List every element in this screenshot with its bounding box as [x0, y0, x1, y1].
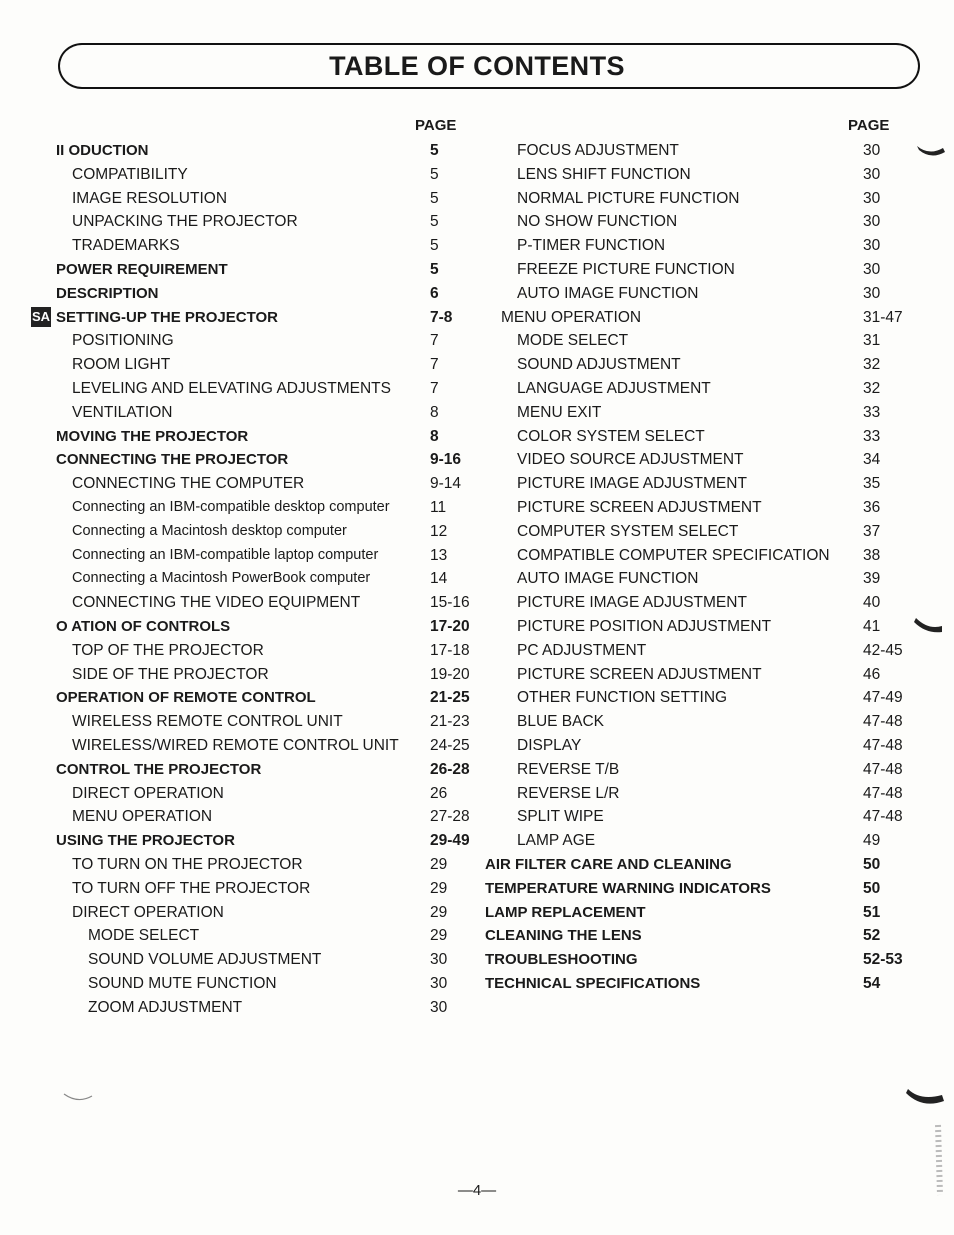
toc-entry-page: 32	[863, 356, 881, 374]
page-number: —4—	[457, 1182, 497, 1199]
toc-entry-page: 35	[863, 475, 881, 493]
toc-entry-title: LEVELING AND ELEVATING ADJUSTMENTS	[72, 379, 391, 397]
toc-entry-title: NORMAL PICTURE FUNCTION	[517, 189, 740, 207]
toc-entry-page: 47-48	[863, 760, 903, 778]
toc-entry-page: 15-16	[430, 594, 470, 612]
toc-entry-title: COMPATIBLE COMPUTER SPECIFICATION	[517, 546, 830, 564]
toc-entry	[0, 472, 477, 496]
toc-entry	[0, 210, 477, 234]
toc-entry	[0, 686, 477, 710]
toc-entry-title: O ATION OF CONTROLS	[56, 617, 231, 635]
toc-entry-title: MENU OPERATION	[501, 308, 642, 326]
toc-entry-title: MODE SELECT	[88, 927, 200, 945]
toc-entry	[0, 901, 477, 925]
toc-entry	[477, 853, 954, 877]
toc-entry-title: MENU OPERATION	[72, 808, 213, 826]
toc-entry	[0, 615, 477, 639]
toc-entry-page: 29	[430, 927, 448, 945]
toc-entry-title: OTHER FUNCTION SETTING	[517, 689, 728, 707]
toc-entry-title: POSITIONING	[72, 332, 174, 350]
toc-entry	[477, 377, 954, 401]
toc-entry-title: PICTURE POSITION ADJUSTMENT	[517, 617, 772, 635]
toc-entry-page: 41	[863, 617, 881, 635]
toc-entry	[477, 544, 954, 568]
toc-entry-page: 30	[430, 974, 448, 992]
toc-entry-title: CONNECTING THE COMPUTER	[72, 475, 305, 493]
toc-entry	[0, 401, 477, 425]
toc-entry-page: 38	[863, 546, 881, 564]
toc-entry-page: 11	[430, 498, 447, 516]
toc-entry-title: AUTO IMAGE FUNCTION	[517, 284, 699, 302]
toc-entry	[0, 948, 477, 972]
toc-entry-page: 17-20	[430, 617, 470, 635]
toc-entry-title: LENS SHIFT FUNCTION	[517, 165, 691, 183]
toc-entry	[0, 758, 477, 782]
toc-entry	[477, 163, 954, 187]
toc-entry	[477, 258, 954, 282]
toc-entry-title: PICTURE IMAGE ADJUSTMENT	[517, 475, 747, 493]
toc-entry-page: 5	[430, 189, 439, 207]
toc-entry-title: ZOOM ADJUSTMENT	[88, 998, 243, 1016]
toc-entry	[477, 734, 954, 758]
toc-entry	[477, 210, 954, 234]
toc-entry	[477, 948, 954, 972]
toc-entry-page: 32	[863, 379, 881, 397]
toc-entry	[0, 853, 477, 877]
toc-entry	[477, 306, 954, 330]
toc-entry	[477, 972, 954, 996]
toc-entry-page: 34	[863, 451, 881, 469]
toc-entry-title: Connecting a Macintosh desktop computer	[72, 522, 347, 539]
toc-entry-page: 30	[863, 237, 881, 255]
toc-entry-page: 8	[430, 403, 439, 421]
toc-entry-title: USING THE PROJECTOR	[56, 832, 235, 850]
toc-entry	[0, 829, 477, 853]
toc-entry	[477, 877, 954, 901]
toc-entry-title: FREEZE PICTURE FUNCTION	[517, 260, 735, 278]
toc-entry-page: 50	[863, 879, 881, 897]
toc-entry	[0, 805, 477, 829]
toc-entry-title: VIDEO SOURCE ADJUSTMENT	[517, 451, 744, 469]
toc-entry-title: TOP OF THE PROJECTOR	[72, 641, 264, 659]
toc-entry-page: 30	[863, 165, 881, 183]
toc-entry-title: COMPUTER SYSTEM SELECT	[517, 522, 739, 540]
toc-entry-page: 8	[430, 427, 439, 445]
toc-entry-page: 47-48	[863, 736, 903, 754]
toc-entry-title: CONTROL THE PROJECTOR	[56, 760, 262, 778]
toc-entry-page: 30	[863, 213, 881, 231]
toc-entry	[477, 805, 954, 829]
toc-entry-page: 29	[430, 855, 448, 873]
toc-entry	[477, 282, 954, 306]
toc-entry-page: 7-8	[430, 308, 453, 326]
toc-entry-page: 40	[863, 594, 881, 612]
toc-entry-title: UNPACKING THE PROJECTOR	[72, 213, 298, 231]
toc-entry-title: LAMP REPLACEMENT	[485, 903, 646, 921]
toc-entry	[477, 496, 954, 520]
toc-entry-title: REVERSE L/R	[517, 784, 620, 802]
toc-right-column	[477, 139, 954, 996]
toc-entry-page: 7	[430, 379, 439, 397]
toc-entry	[477, 234, 954, 258]
toc-entry	[0, 591, 477, 615]
toc-entry-title: VENTILATION	[72, 403, 173, 421]
toc-entry	[477, 782, 954, 806]
toc-entry-page: 30	[430, 998, 448, 1016]
toc-entry-page: 52	[863, 927, 881, 945]
toc-entry-title: COMPATIBILITY	[72, 165, 188, 183]
toc-entry	[0, 663, 477, 687]
toc-entry-title: ROOM LIGHT	[72, 356, 171, 374]
toc-entry	[0, 306, 477, 330]
toc-entry-page: 51	[863, 903, 881, 921]
toc-entry	[477, 567, 954, 591]
toc-entry	[477, 924, 954, 948]
toc-entry-title: SETTING-UP THE PROJECTOR	[56, 308, 278, 326]
toc-entry-page: 5	[430, 260, 439, 278]
toc-entry-title: PICTURE SCREEN ADJUSTMENT	[517, 498, 762, 516]
toc-entry-title: Connecting an IBM-compatible laptop computer	[72, 546, 379, 563]
toc-entry-page: 9-16	[430, 451, 462, 469]
toc-entry	[0, 710, 477, 734]
toc-entry-title: SOUND VOLUME ADJUSTMENT	[88, 951, 322, 969]
toc-entry	[477, 710, 954, 734]
toc-entry	[477, 615, 954, 639]
toc-entry-title: DIRECT OPERATION	[72, 784, 224, 802]
toc-entry-title: SPLIT WIPE	[517, 808, 604, 826]
toc-entry-title: CLEANING THE LENS	[485, 927, 642, 945]
toc-entry-page: 21-23	[430, 713, 470, 731]
toc-entry	[0, 520, 477, 544]
toc-entry-page: 7	[430, 332, 439, 350]
left-page-column-header: PAGE	[415, 117, 457, 134]
toc-entry-title: DIRECT OPERATION	[72, 903, 224, 921]
toc-entry	[0, 924, 477, 948]
toc-entry-title: LAMP AGE	[517, 832, 596, 850]
toc-entry-title: IMAGE RESOLUTION	[72, 189, 228, 207]
toc-entry	[0, 187, 477, 211]
toc-entry-page: 47-49	[863, 689, 903, 707]
toc-entry-title: CONNECTING THE PROJECTOR	[56, 451, 289, 469]
toc-entry-page: 29-49	[430, 832, 470, 850]
toc-entry-page: 46	[863, 665, 881, 683]
toc-entry-page: 29	[430, 879, 448, 897]
toc-entry	[0, 329, 477, 353]
toc-entry-page: 37	[863, 522, 881, 540]
toc-entry	[0, 996, 477, 1020]
toc-entry-title: BLUE BACK	[517, 713, 605, 731]
toc-entry-page: 54	[863, 974, 881, 992]
toc-entry-page: 31	[863, 332, 881, 350]
toc-entry	[0, 353, 477, 377]
toc-entry-page: 30	[863, 142, 881, 159]
toc-entry-title: REVERSE T/B	[517, 760, 620, 778]
toc-entry-title: TECHNICAL SPECIFICATIONS	[485, 974, 701, 992]
toc-entry-title: MODE SELECT	[517, 332, 629, 350]
toc-entry-title: DESCRIPTION	[56, 284, 159, 302]
toc-entry-title: SOUND MUTE FUNCTION	[88, 974, 277, 992]
toc-entry-title: SIDE OF THE PROJECTOR	[72, 665, 269, 683]
right-page-column-header: PAGE	[848, 117, 890, 134]
toc-entry-title: WIRELESS/WIRED REMOTE CONTROL UNIT	[72, 736, 399, 754]
toc-entry-title: CONNECTING THE VIDEO EQUIPMENT	[72, 594, 361, 612]
toc-entry	[0, 734, 477, 758]
toc-entry-title: TEMPERATURE WARNING INDICATORS	[485, 879, 771, 897]
toc-entry-page: 5	[430, 165, 439, 183]
toc-entry-title: AIR FILTER CARE AND CLEANING	[485, 855, 732, 873]
toc-entry-page: 5	[430, 237, 439, 255]
toc-entry	[477, 329, 954, 353]
toc-entry-page: 5	[430, 142, 439, 159]
toc-entry	[477, 758, 954, 782]
toc-entry-title: DISPLAY	[517, 736, 582, 754]
toc-entry	[0, 282, 477, 306]
toc-entry-page: 30	[863, 284, 881, 302]
toc-entry	[477, 520, 954, 544]
toc-entry-title: AUTO IMAGE FUNCTION	[517, 570, 699, 588]
toc-entry	[0, 258, 477, 282]
toc-entry	[477, 472, 954, 496]
toc-entry	[0, 425, 477, 449]
toc-entry-title: MENU EXIT	[517, 403, 602, 421]
toc-entry-title: PICTURE SCREEN ADJUSTMENT	[517, 665, 762, 683]
toc-entry-page: 27-28	[430, 808, 470, 826]
toc-entry	[0, 496, 477, 520]
toc-entry-title: TO TURN ON THE PROJECTOR	[72, 855, 303, 873]
toc-entry-page: 26	[430, 784, 448, 802]
toc-entry	[477, 353, 954, 377]
toc-entry-page: 49	[863, 832, 881, 850]
toc-entry-page: 6	[430, 284, 439, 302]
toc-entry-page: 47-48	[863, 808, 903, 826]
toc-entry-title: Connecting a Macintosh PowerBook computer	[72, 570, 371, 587]
toc-entry-page: 47-48	[863, 713, 903, 731]
toc-entry-title: Connecting an IBM-compatible desktop computer	[72, 498, 390, 515]
toc-entry-page: 39	[863, 570, 881, 588]
toc-entry	[0, 567, 477, 591]
toc-entry-title: P-TIMER FUNCTION	[517, 237, 666, 255]
toc-entry	[477, 401, 954, 425]
toc-entry-page: 12	[430, 522, 448, 540]
toc-entry	[477, 686, 954, 710]
toc-entry	[0, 544, 477, 568]
toc-entry	[477, 139, 954, 163]
toc-entry	[0, 972, 477, 996]
toc-entry-title: TROUBLESHOOTING	[485, 951, 638, 969]
toc-entry	[477, 663, 954, 687]
toc-entry-title: NO SHOW FUNCTION	[517, 213, 678, 231]
toc-entry-title: COLOR SYSTEM SELECT	[517, 427, 705, 445]
toc-entry-title: PICTURE IMAGE ADJUSTMENT	[517, 594, 747, 612]
toc-entry	[477, 591, 954, 615]
toc-entry	[0, 448, 477, 472]
toc-entry-title: TO TURN OFF THE PROJECTOR	[72, 879, 311, 897]
toc-entry-page: 5	[430, 213, 439, 231]
toc-entry-title: WIRELESS REMOTE CONTROL UNIT	[72, 713, 343, 731]
toc-entry-title: PC ADJUSTMENT	[517, 641, 647, 659]
toc-entry-title: OPERATION OF REMOTE CONTROL	[56, 689, 316, 707]
toc-entry-page: 30	[430, 951, 448, 969]
toc-entry	[0, 639, 477, 663]
toc-entry	[477, 448, 954, 472]
toc-entry	[0, 139, 477, 163]
toc-entry	[477, 829, 954, 853]
toc-entry-title: II ODUCTION	[56, 142, 149, 159]
toc-entry	[0, 877, 477, 901]
toc-entry-page: 33	[863, 403, 881, 421]
toc-entry-title: POWER REQUIREMENT	[56, 260, 228, 278]
toc-entry-page: 7	[430, 356, 439, 374]
scan-smudge-mark	[62, 1090, 96, 1106]
toc-left-column	[0, 139, 477, 1019]
toc-entry-page: 47-48	[863, 784, 903, 802]
toc-entry	[0, 163, 477, 187]
toc-entry	[477, 187, 954, 211]
page-title: TABLE OF CONTENTS	[329, 51, 625, 81]
toc-entry-page: 17-18	[430, 641, 470, 659]
toc-entry-page: 14	[430, 570, 448, 588]
toc-entry-page: 42-45	[863, 641, 903, 659]
toc-entry-page: 24-25	[430, 736, 470, 754]
toc-entry	[0, 234, 477, 258]
toc-entry-title: SOUND ADJUSTMENT	[517, 356, 681, 374]
toc-entry	[477, 425, 954, 449]
toc-entry-page: 9-14	[430, 475, 462, 493]
toc-entry-title: FOCUS ADJUSTMENT	[517, 142, 679, 159]
toc-entry-page: 31-47	[863, 308, 903, 326]
toc-entry	[477, 901, 954, 925]
toc-entry	[0, 782, 477, 806]
toc-entry-page: 29	[430, 903, 448, 921]
toc-entry-page: 36	[863, 498, 881, 516]
toc-entry-page: 21-25	[430, 689, 470, 707]
toc-entry-page: 33	[863, 427, 881, 445]
toc-entry	[0, 377, 477, 401]
toc-entry-page: 50	[863, 855, 881, 873]
toc-entry	[477, 639, 954, 663]
toc-entry-title: MOVING THE PROJECTOR	[56, 427, 249, 445]
toc-entry-title: LANGUAGE ADJUSTMENT	[517, 379, 711, 397]
toc-entry-page: 30	[863, 260, 881, 278]
toc-entry-page: 30	[863, 189, 881, 207]
toc-entry-page: 26-28	[430, 760, 470, 778]
section-badge: SA	[31, 307, 51, 327]
toc-entry-page: 19-20	[430, 665, 470, 683]
toc-entry-page: 52-53	[863, 951, 903, 969]
toc-entry-page: 13	[430, 546, 448, 564]
toc-entry-title: TRADEMARKS	[72, 237, 180, 255]
